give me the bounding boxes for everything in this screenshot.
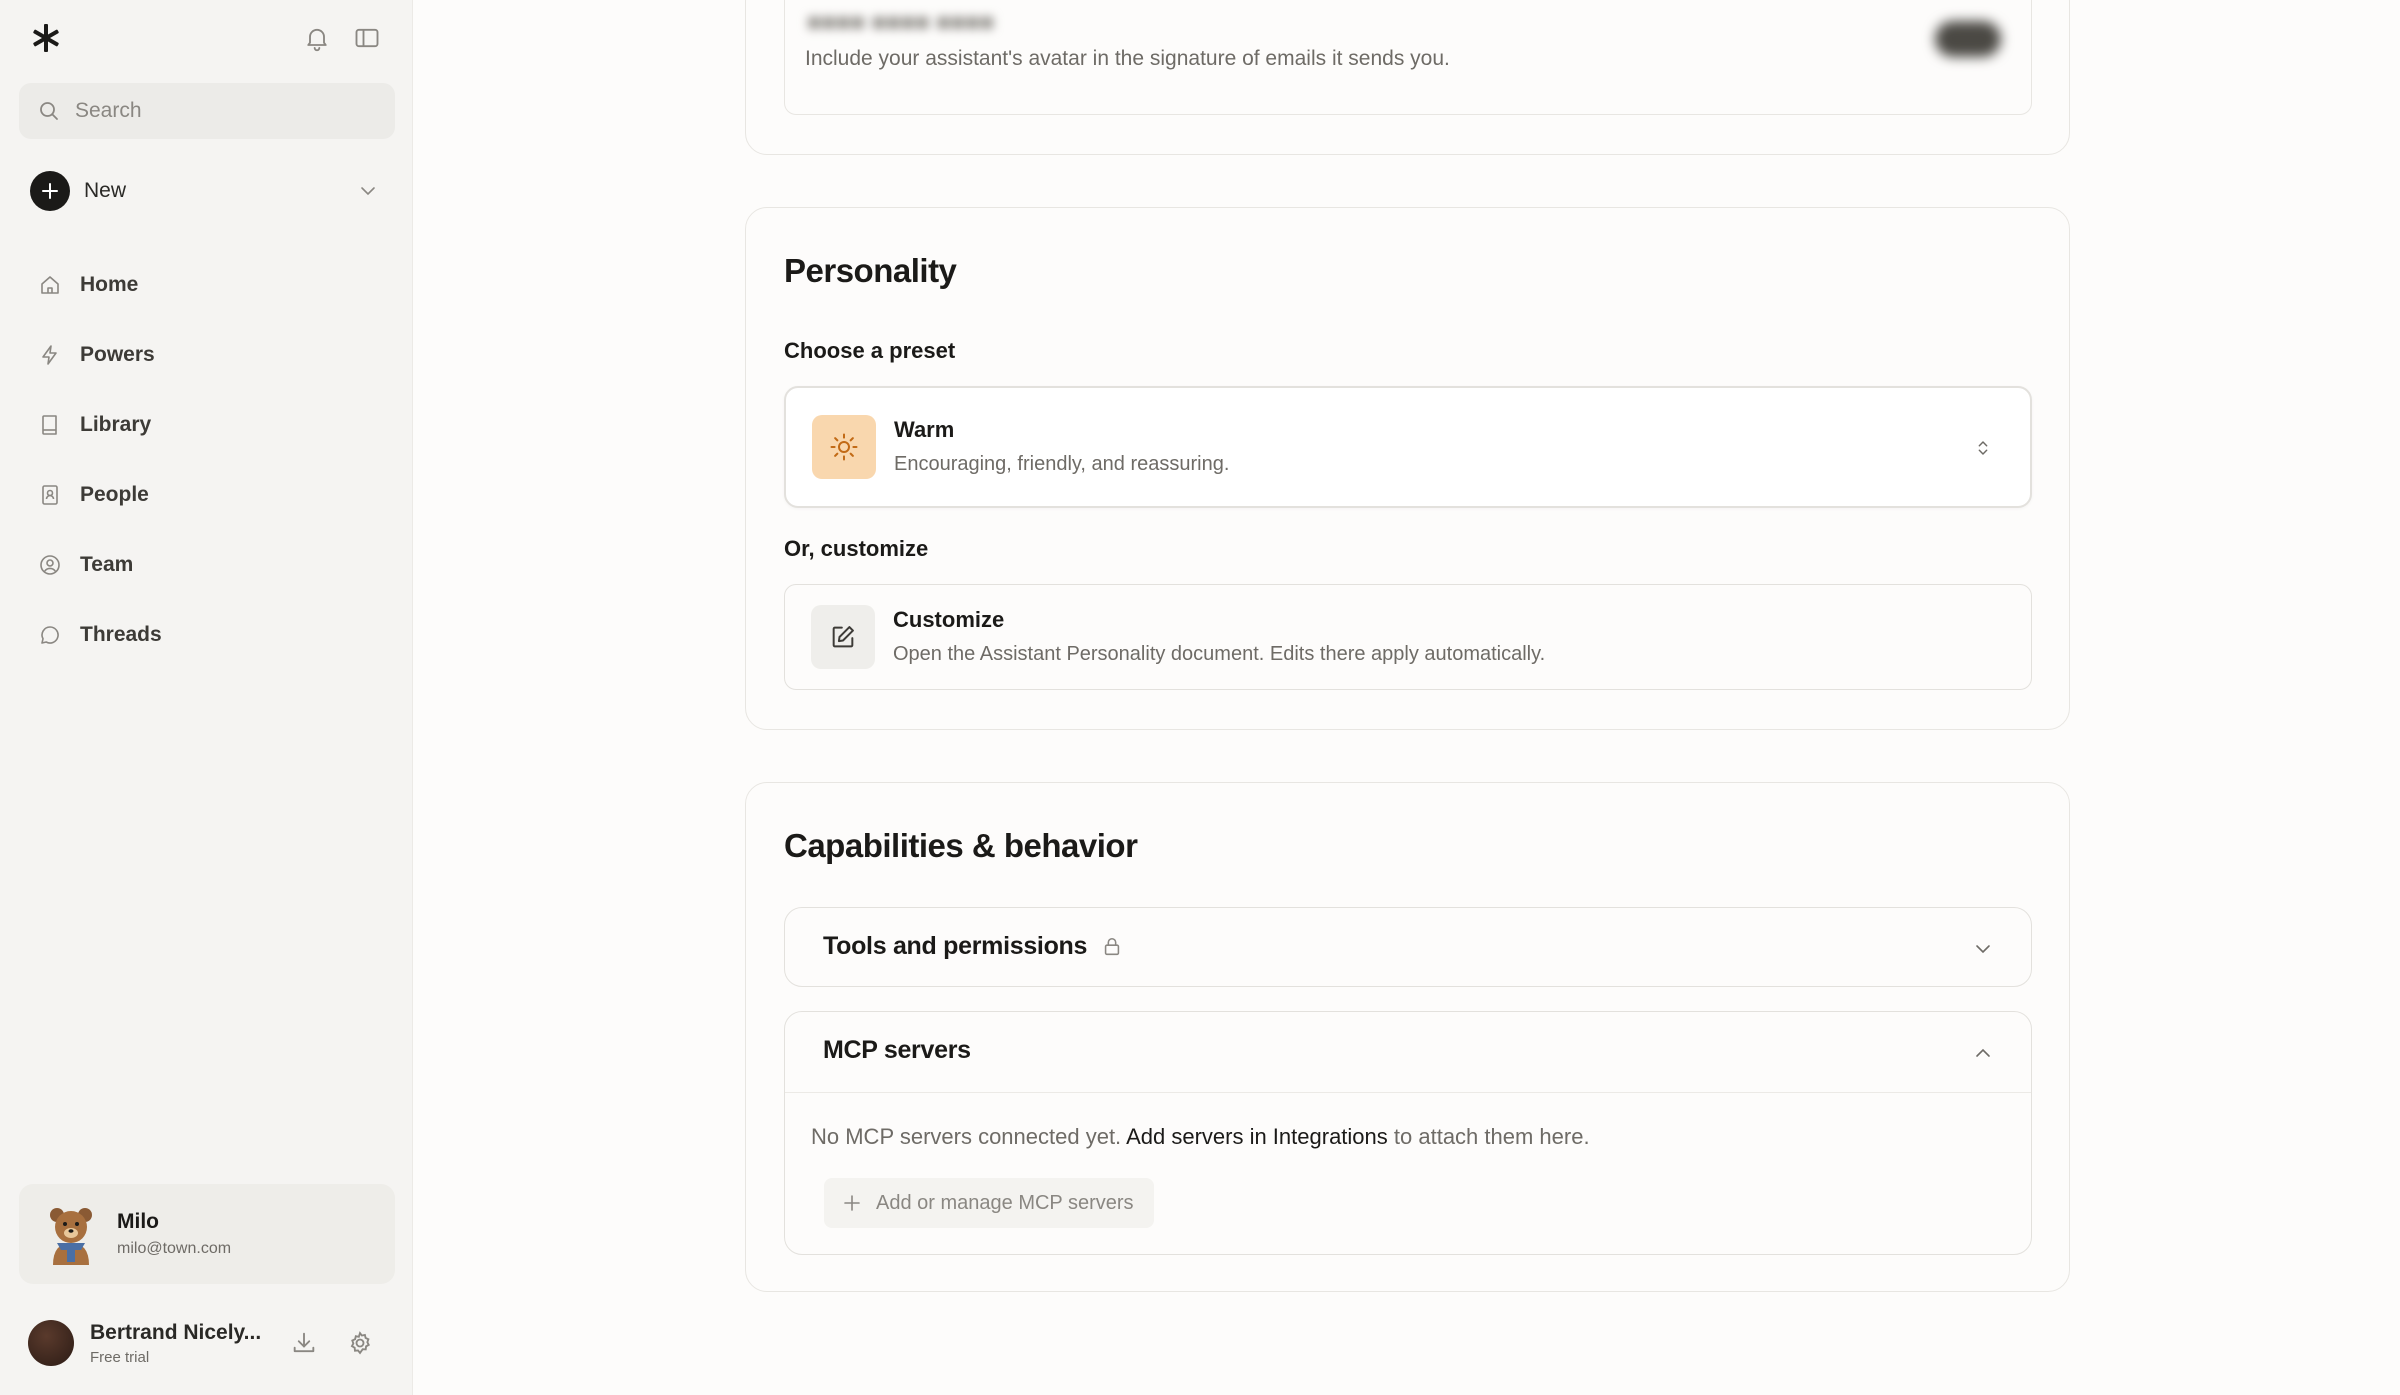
personality-title: Personality [784, 252, 957, 289]
mcp-servers-title: MCP servers [823, 1036, 971, 1064]
customize-option[interactable] [784, 584, 2032, 690]
chevron-down-icon[interactable] [1971, 937, 1995, 961]
divider [785, 1092, 2031, 1093]
new-button-label: New [84, 179, 127, 202]
chevron-down-icon[interactable] [356, 179, 380, 203]
personality-card [745, 207, 2070, 730]
avatar-setting-description: Include your assistant's avatar in the signature of emails it sends you. [805, 47, 1450, 70]
mcp-empty-message [811, 1124, 1590, 1150]
agent-email: milo@town.com [117, 1240, 232, 1257]
chat-bubble-icon [38, 623, 62, 647]
avatar[interactable] [28, 1320, 74, 1366]
sidebar-item-library[interactable] [28, 390, 388, 460]
new-button[interactable] [30, 170, 380, 212]
preset-label: Choose a preset [784, 338, 956, 363]
sidebar-item-label: Home [80, 273, 139, 296]
home-icon [38, 273, 62, 297]
user-circle-icon [38, 553, 62, 577]
search-icon [37, 99, 61, 123]
add-mcp-servers-button[interactable] [824, 1178, 1154, 1228]
lightning-icon [38, 343, 62, 367]
mcp-message-text: No MCP servers connected yet. [811, 1124, 1122, 1149]
preset-title: Warm [894, 417, 955, 442]
tools-permissions-header [823, 932, 1123, 961]
plus-icon [842, 1193, 862, 1213]
integrations-link[interactable]: Add servers in Integrations [1126, 1124, 1388, 1149]
sidebar-item-label: Team [80, 553, 134, 576]
edit-icon [811, 605, 875, 669]
bell-icon[interactable] [303, 24, 331, 52]
capabilities-title: Capabilities & behavior [784, 827, 1138, 864]
chevron-up-icon[interactable] [1971, 1041, 1995, 1065]
lock-icon [1101, 936, 1123, 958]
sidebar-item-label: Library [80, 413, 152, 436]
search-bar[interactable] [19, 83, 395, 139]
customize-label: Or, customize [784, 536, 929, 561]
gear-icon[interactable] [346, 1329, 374, 1357]
agent-name: Milo [117, 1210, 159, 1233]
avatar-signature-setting [784, 0, 2032, 115]
avatar-setting-title: ■■■■ ■■■■ ■■■■ [807, 9, 995, 36]
customize-description: Open the Assistant Personality document. Edits there apply automatically. [893, 643, 1546, 665]
sun-icon [812, 415, 876, 479]
sidebar [0, 0, 413, 1395]
search-input[interactable] [75, 99, 375, 123]
user-name: Bertrand Nicely... [90, 1320, 262, 1344]
town-logo-icon[interactable] [30, 22, 62, 54]
user-profile[interactable] [28, 1318, 388, 1368]
sidebar-nav [28, 250, 388, 670]
sidebar-item-powers[interactable] [28, 320, 388, 390]
sidebar-item-threads[interactable] [28, 600, 388, 670]
preset-select[interactable] [784, 386, 2032, 508]
sidebar-item-label: Threads [80, 623, 162, 646]
avatar-signature-toggle[interactable] [1935, 21, 2001, 57]
tools-permissions-accordion[interactable] [784, 907, 2032, 987]
tools-permissions-title: Tools and permissions [823, 932, 1088, 960]
customize-title: Customize [893, 607, 1005, 632]
mcp-servers-header[interactable] [823, 1036, 971, 1065]
mcp-message-suffix: to attach them here. [1393, 1124, 1590, 1149]
sidebar-item-people[interactable] [28, 460, 388, 530]
chevron-up-down-icon [1972, 437, 1994, 459]
add-mcp-servers-label: Add or manage MCP servers [876, 1191, 1134, 1214]
agent-card[interactable] [19, 1184, 395, 1284]
mcp-servers-accordion [784, 1011, 2032, 1255]
sidebar-item-home[interactable] [28, 250, 388, 320]
sidebar-item-label: People [80, 483, 149, 506]
contact-icon [38, 483, 62, 507]
book-icon [38, 413, 62, 437]
plus-icon [30, 171, 70, 211]
download-icon[interactable] [290, 1329, 318, 1357]
capabilities-card [745, 782, 2070, 1292]
sidebar-item-label: Powers [80, 343, 155, 366]
avatar-signature-card [745, 0, 2070, 155]
sidebar-toggle-icon[interactable] [353, 24, 381, 52]
sidebar-item-team[interactable] [28, 530, 388, 600]
preset-description: Encouraging, friendly, and reassuring. [894, 453, 1230, 475]
bear-avatar-icon [43, 1203, 99, 1265]
user-plan: Free trial [90, 1348, 150, 1366]
